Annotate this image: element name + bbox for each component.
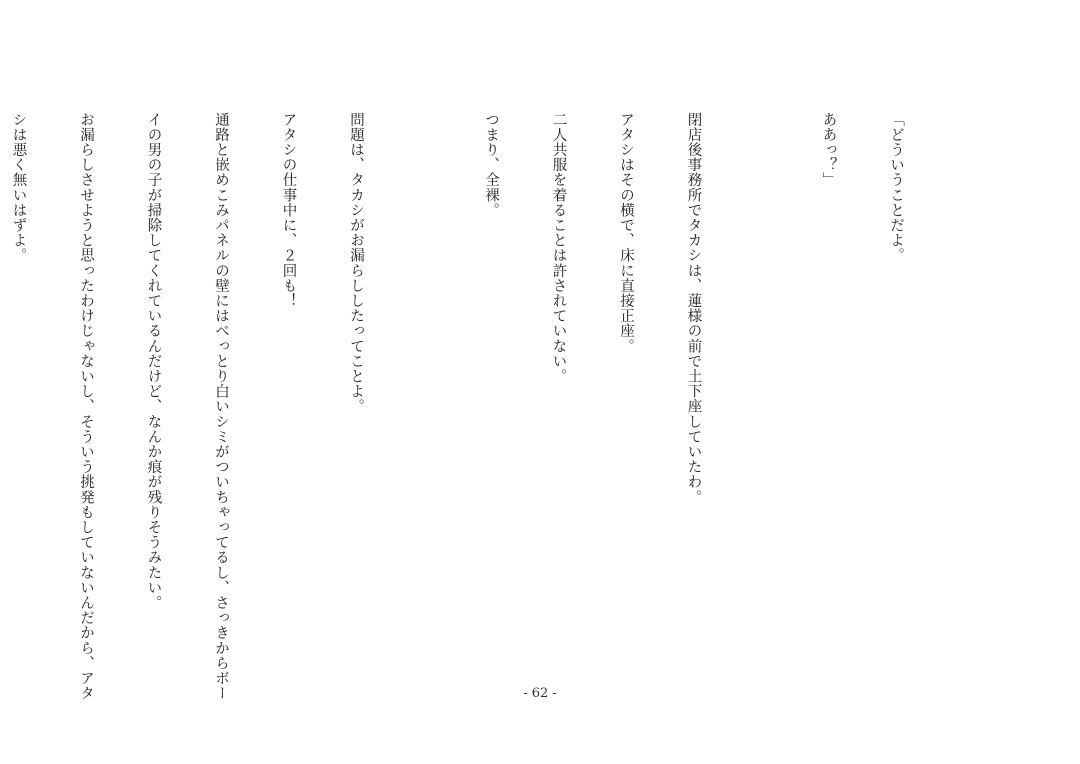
- text-line: 通路と嵌めこみパネルの壁にはべっとり白いシミがついちゃってるし、さっきからボー: [213, 112, 229, 701]
- text-line: アタシの仕事中に、２回も！: [280, 112, 297, 309]
- text-line: 問題は、タカシがお漏らししたってことよ。: [348, 112, 364, 414]
- text-line: お漏らしさせようと思ったわけじゃないし、そういう挑発もしていないんだから、アタ: [78, 112, 94, 701]
- blank-line: [412, 112, 435, 672]
- text-line: 閉店後事務所でタカシは、蓮様の前で土下座していたわ。: [685, 112, 702, 505]
- blank-line: [750, 112, 773, 672]
- text-line: シは悪く無いはずよ。: [10, 112, 27, 263]
- text-line: アタシはその横で、床に直接正座。: [618, 112, 634, 354]
- text-line: 「どういうことだよ。: [888, 112, 904, 263]
- text-line: つまり、全裸。: [483, 112, 499, 218]
- page-number: - 62 -: [523, 686, 557, 701]
- text-line: イの男の子が掃除してくれているんだけど、なんか痕が残りそうみたい。: [145, 112, 162, 611]
- text-line: ああっ？」: [820, 112, 837, 188]
- text-line: 二人共服を着ることは許されていない。: [550, 112, 567, 384]
